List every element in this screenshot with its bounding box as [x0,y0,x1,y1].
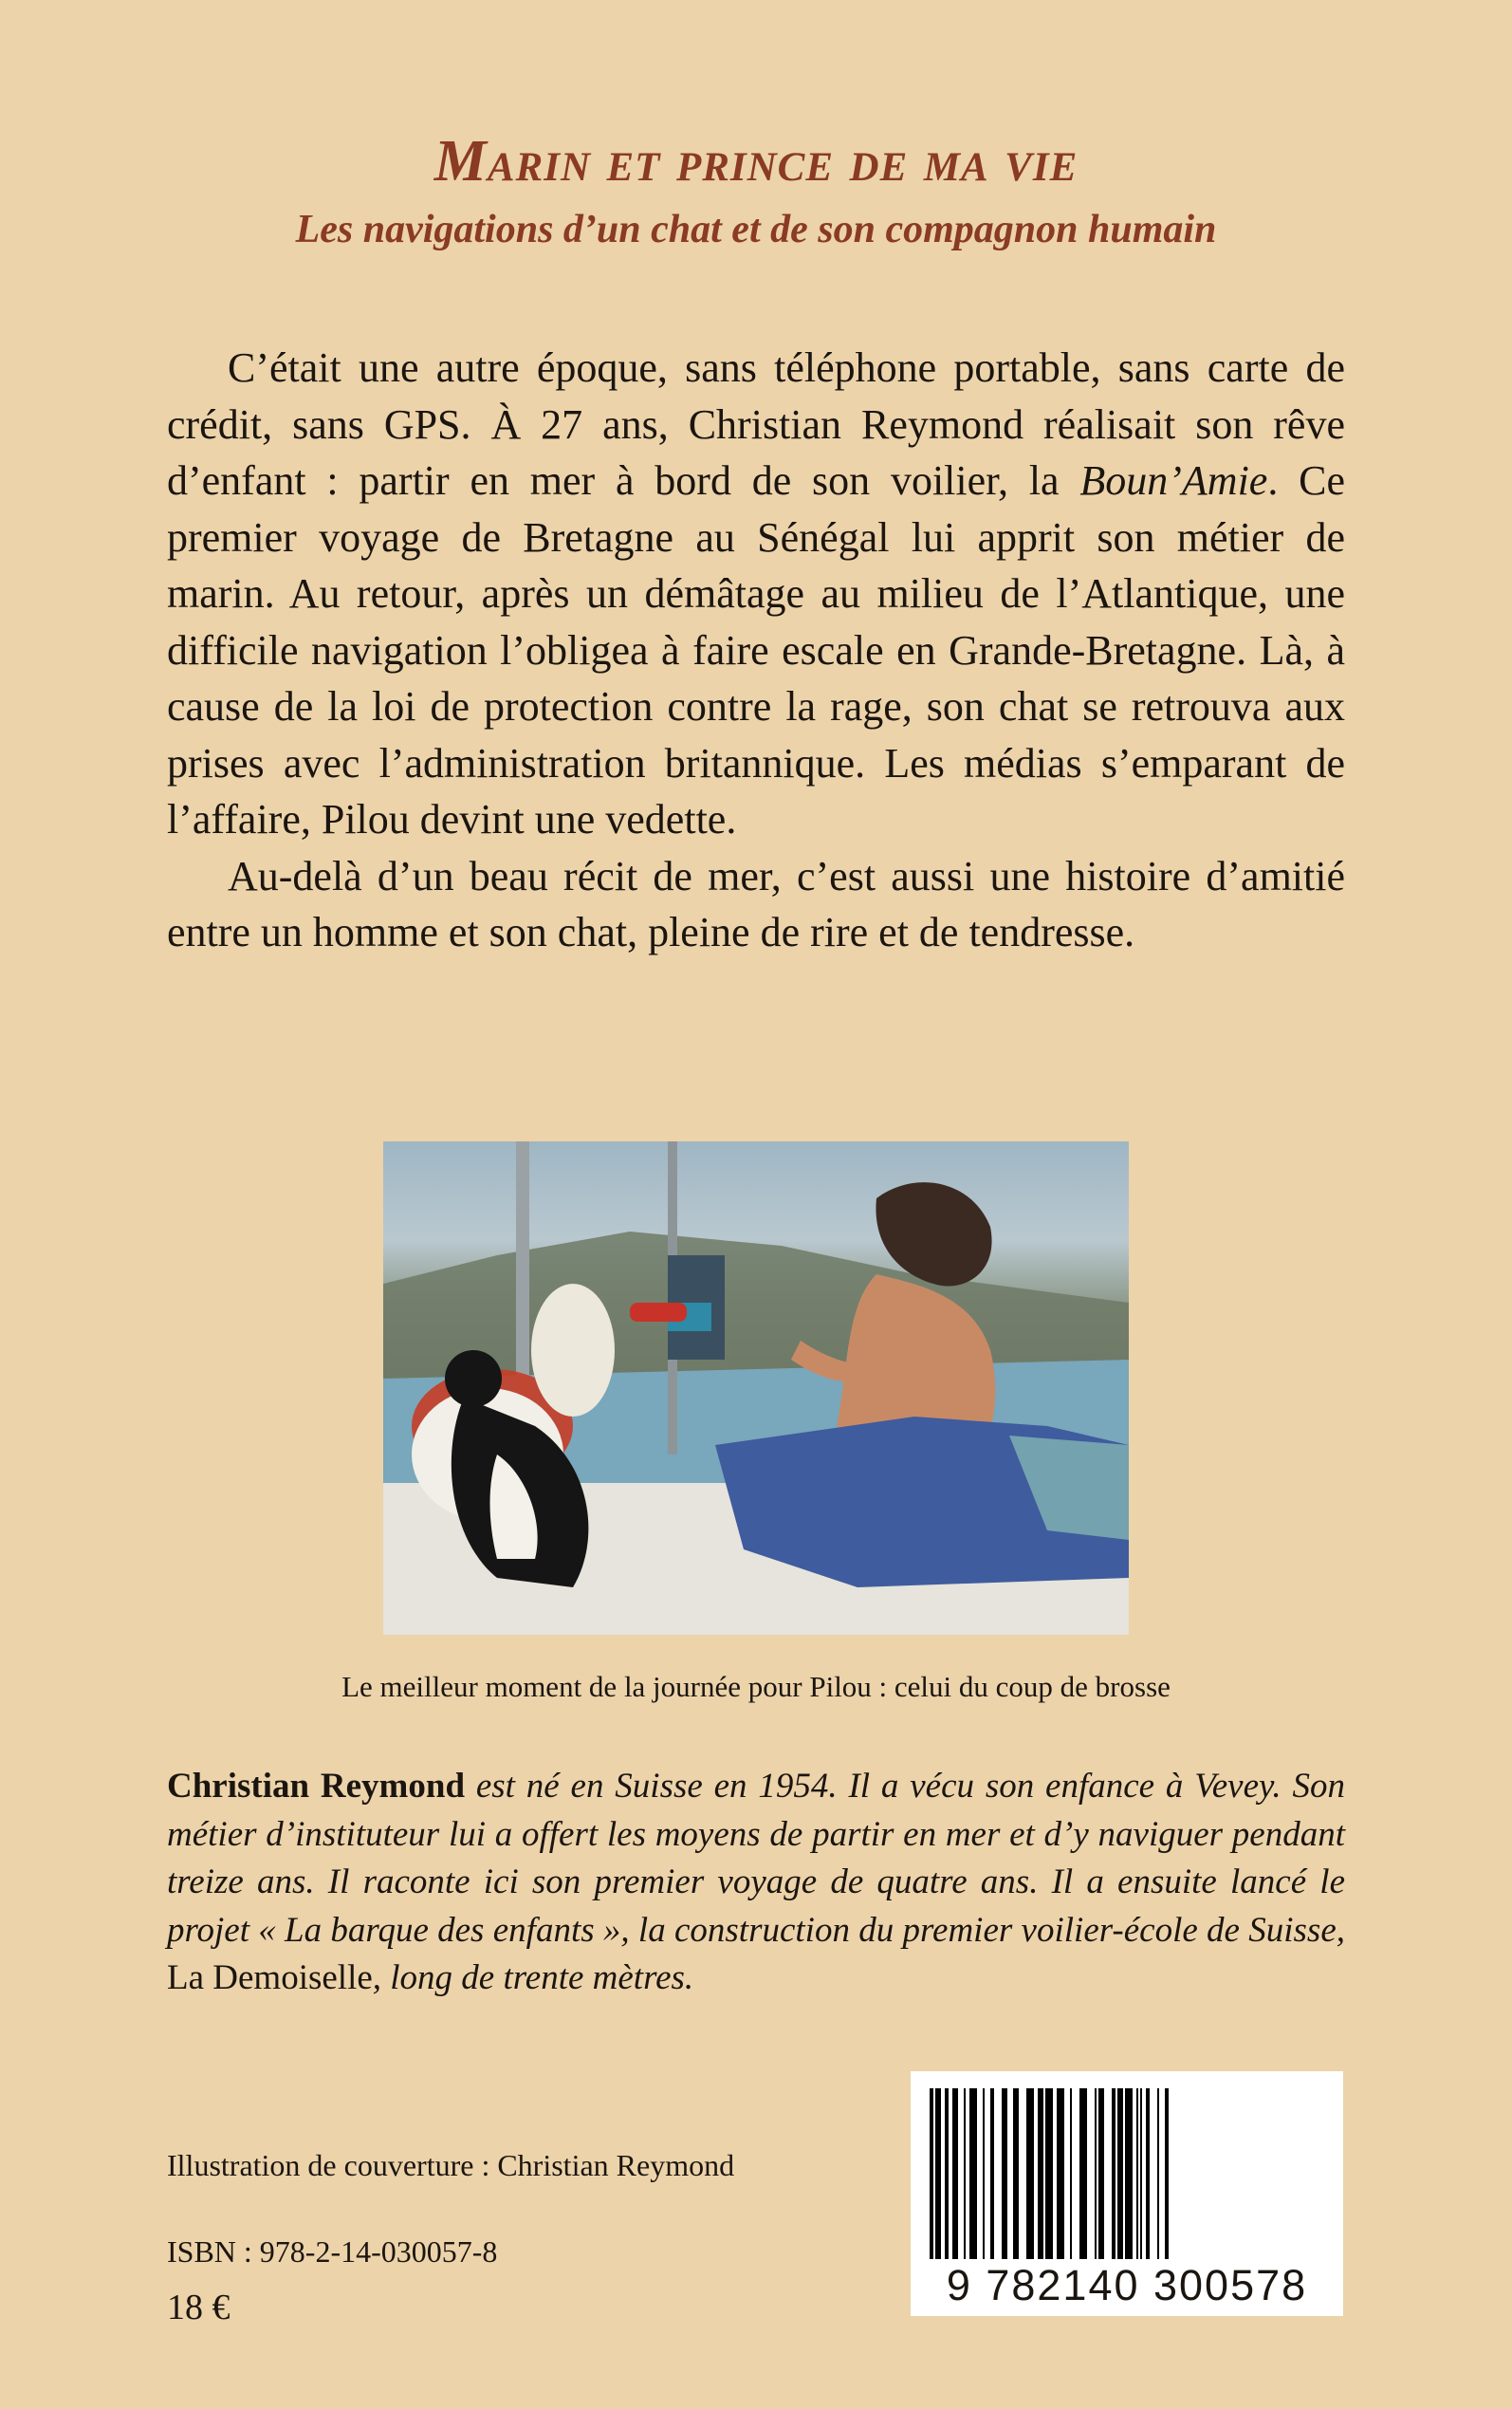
barcode-bar [1098,2088,1104,2259]
barcode-bar [1140,2088,1142,2259]
author-bio [167,1763,1345,2003]
barcode-bar [1070,2088,1072,2259]
barcode-bar [1157,2088,1159,2259]
price: 18 € [167,2288,230,2327]
barcode-bar [1146,2088,1150,2259]
barcode-bar [952,2088,958,2259]
blurb-paragraph-1 [167,340,1345,848]
bio-text-start: est né en Suisse en 1954. Il a vécu son enfance à Vevey. Son métier d’instituteur lui a offert les moyens de partir en mer et d’y naviguer pendant treize ans. Il raconte ici son premier voyage de quatre ans. Il a ensuite lancé le projet « La barque des enfants », la construction du premier voilier-école de Suisse, [167,1767,1345,1950]
barcode-bar [1013,2088,1019,2259]
barcode-bar [983,2088,985,2259]
book-title [0,128,1512,195]
illustration-credit: Illustration de couverture : Christian Reymond [167,2148,735,2182]
barcode-digits: 9 782140 300578 [946,2261,1308,2309]
barcode-bar [1002,2088,1007,2259]
isbn-number: ISBN : 978-2-14-030057-8 [167,2234,498,2269]
book-subtitle: Les navigations d’un chat et de son compagnon humain [295,208,1217,251]
barcode-bar [1095,2088,1097,2259]
barcode-bar [930,2088,933,2259]
bio-text-end: , long de trente mètres. [372,1958,694,1997]
barcode-bar [1057,2088,1064,2259]
blurb [167,340,1345,961]
blurb-p1-start: C’était une autre époque, sans téléphone portable, sans carte de crédit, sans GPS. À 27 ans, Christian Reymond réalisait son rêve d’enfant : partir en mer à bord de son voilier, la [167,344,1345,504]
barcode-bar [990,2088,994,2259]
barcode-bar [1045,2088,1053,2259]
photo-caption: Le meilleur moment de la journée pour Pilou : celui du coup de brosse [341,1670,1171,1703]
boat-name: Boun’Amie [1079,457,1268,504]
author-name: Christian Reymond [167,1767,466,1806]
barcode-bar [1079,2088,1087,2259]
barcode-bar [1165,2088,1169,2259]
barcode-bar [1125,2088,1133,2259]
blurb-p1-end: . Ce premier voyage de Bretagne au Sénégal lui apprit son métier de marin. Au retour, après un démâtage au milieu de l’Atlantique, une difficile navigation l’obligea à faire escale en Grande-Bretagne. Là, à cause de la loi de protection contre la rage, son chat se retrouva aux prises avec l’administration britannique. Les médias s’emparant de l’affaire, Pilou devint une vedette. [167,457,1345,843]
isbn-barcode [911,2071,1343,2316]
barcode-bars [926,2088,1328,2259]
barcode-bar [964,2088,966,2259]
barcode-bar [1112,2088,1116,2259]
ship-name: La Demoiselle [167,1958,373,1997]
barcode-bar [1117,2088,1123,2259]
blurb-paragraph-2: Au-delà d’un beau récit de mer, c’est aussi une histoire d’amitié entre un homme et son chat, pleine de rire et de tendresse. [167,852,1345,955]
barcode-bar [1026,2088,1034,2259]
cover-photo [383,1141,1129,1635]
barcode-bar [1136,2088,1138,2259]
barcode-bar [935,2088,941,2259]
barcode-bar [969,2088,977,2259]
barcode-bar [1038,2088,1043,2259]
book-title-text: Marin et prince de ma vie [433,129,1079,194]
barcode-bar [945,2088,949,2259]
